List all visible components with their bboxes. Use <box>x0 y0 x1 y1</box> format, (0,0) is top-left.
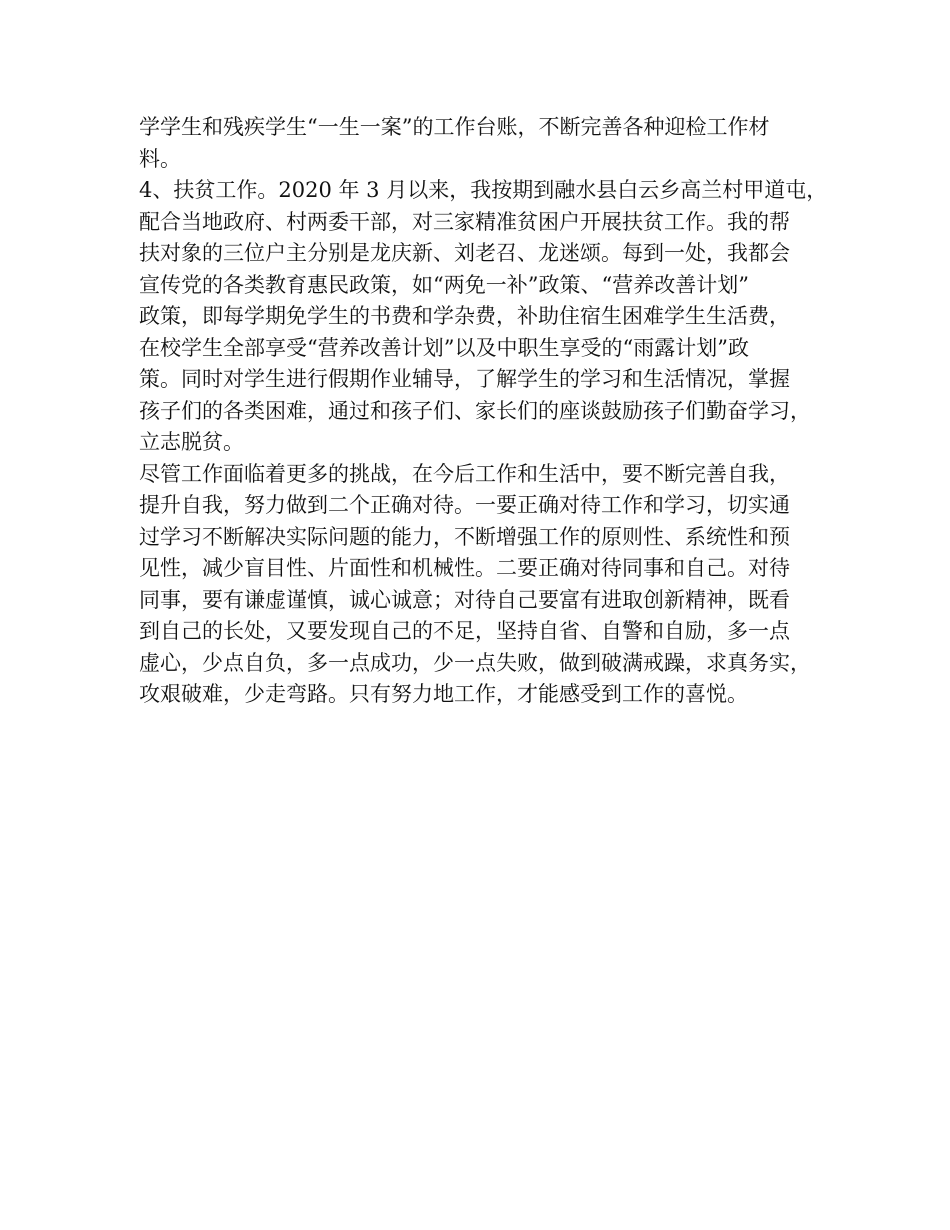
text-line: 配合当地政府、村两委干部，对三家精准贫困户开展扶贫工作。我的帮 <box>139 209 790 234</box>
document-body <box>139 112 834 711</box>
text-line: 扶对象的三位户主分别是龙庆新、刘老召、龙迷颂。每到一处，我都会 <box>139 241 790 265</box>
text-line: 虚心，少点自负，多一点成功，少一点失败，做到破满戒躁，求真务实， <box>139 650 811 675</box>
text-line: 攻艰破难，少走弯路。只有努力地工作，才能感受到工作的喜悦。 <box>139 682 748 706</box>
text-line: 学学生和残疾学生“一生一案”的工作台账，不断完善各种迎检工作材 <box>139 115 770 139</box>
text-line: 策。同时对学生进行假期作业辅导，了解学生的学习和生活情况，掌握 <box>139 367 790 391</box>
text-line: 到自己的长处，又要发现自己的不足，坚持自省、自警和自励，多一点 <box>139 619 790 643</box>
text-line: 过学习不断解决实际问题的能力，不断增强工作的原则性、系统性和预 <box>139 524 790 549</box>
text-line: 料。 <box>139 146 181 171</box>
text-line: 立志脱贫。 <box>139 430 244 454</box>
text-line: 政策，即每学期免学生的书费和学杂费，补助住宿生困难学生生活费， <box>139 304 790 328</box>
paragraph-self-improvement <box>139 459 834 711</box>
paragraph-poverty-alleviation <box>139 175 834 459</box>
text-line: 4、扶贫工作。2020 年 3 月以来，我按期到融水县白云乡高兰村甲道屯， <box>139 178 828 202</box>
text-line: 尽管工作面临着更多的挑战，在今后工作和生活中，要不断完善自我， <box>139 461 790 486</box>
text-line: 同事，要有谦虚谨慎，诚心诚意；对待自己要富有进取创新精神，既看 <box>139 587 790 612</box>
text-line: 宣传党的各类教育惠民政策，如“两免一补”政策、“营养改善计划” <box>139 272 749 297</box>
text-line: 在校学生全部享受“营养改善计划”以及中职生享受的“雨露计划”政 <box>139 335 749 360</box>
text-line: 孩子们的各类困难，通过和孩子们、家长们的座谈鼓励孩子们勤奋学习， <box>139 398 811 423</box>
text-line: 提升自我，努力做到二个正确对待。一要正确对待工作和学习，切实通 <box>139 493 790 517</box>
text-line: 见性，减少盲目性、片面性和机械性。二要正确对待同事和自己。对待 <box>139 556 790 580</box>
paragraph-ledger-continuation <box>139 112 834 175</box>
